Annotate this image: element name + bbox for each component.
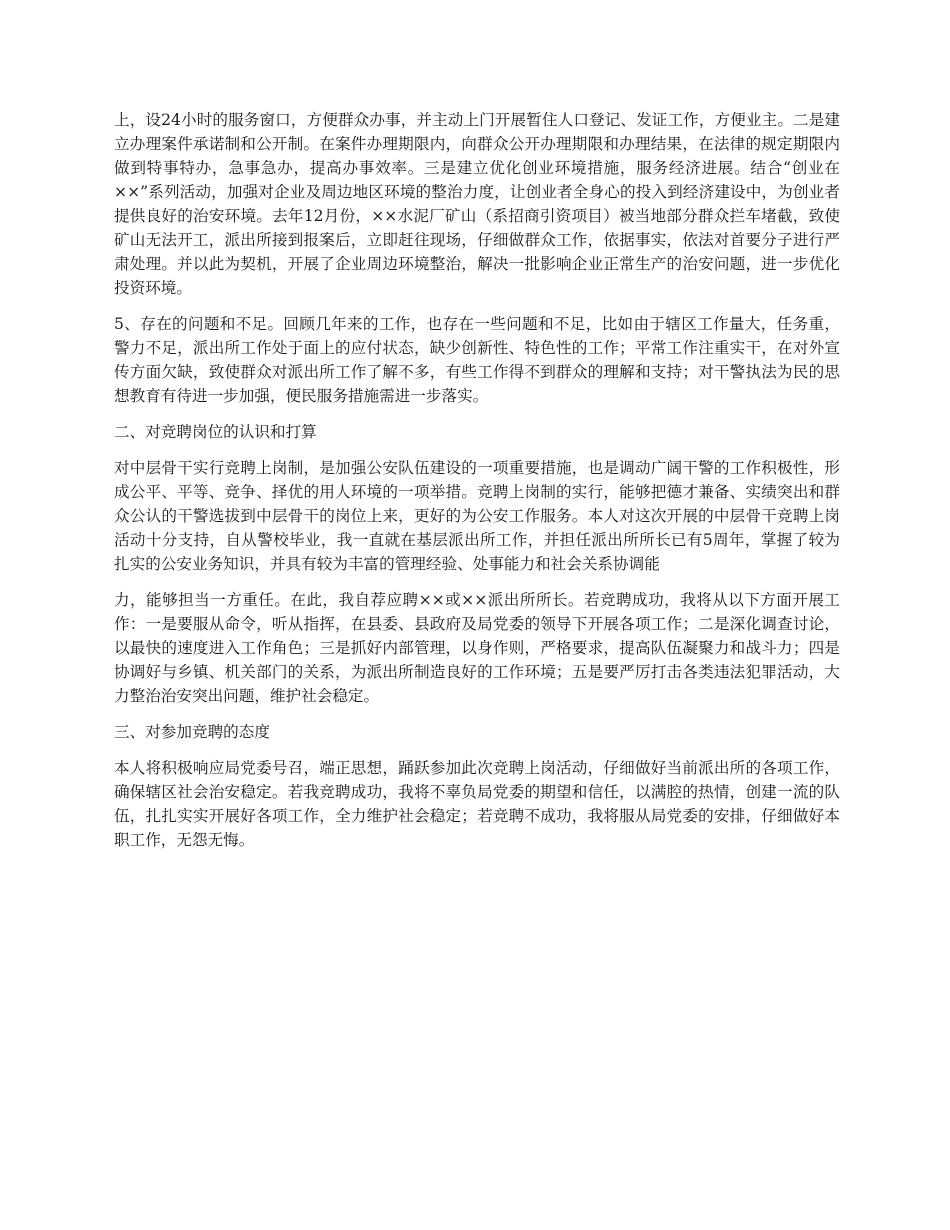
paragraph-problems: 5、存在的问题和不足。回顾几年来的工作，也存在一些问题和不足，比如由于辖区工作量大，任务重，警力不足，派出所工作处于面上的应付状态，缺少创新性、特色性的工作；平常工作注重实干，在对外宣传方面欠缺，致使群众对派出所工作了解不多，有些工作得不到群众的理解和支持；对干警执法为民的思想教育有待进一步加强，便民服务措施需进一步落实。 (114, 315, 840, 405)
paragraph-attitude: 本人将积极响应局党委号召，端正思想，踊跃参加此次竞聘上岗活动，仔细做好当前派出所的各项工作，确保辖区社会治安稳定。若我竞聘成功，我将不辜负局党委的期望和信任，以满腔的热情，创建一流的队伍，扎扎实实开展好各项工作，全力维护社会稳定；若竞聘不成功，我将服从局党委的安排，仔细做好本职工作，无怨无悔。 (114, 759, 840, 849)
section-heading-2: 二、对竞聘岗位的认识和打算 (114, 423, 317, 441)
paragraph-position-understanding: 对中层骨干实行竞聘上岗制，是加强公安队伍建设的一项重要措施，也是调动广阔干警的工作积极性，形成公平、平等、竞争、择优的用人环境的一项举措。竞聘上岗制的实行，能够把德才兼备、实绩突出和群众公认的干警选拔到中层骨干的岗位上来，更好的为公安工作服务。本人对这次开展的中层骨干竞聘上岗活动十分支持，自从警校毕业，我一直就在基层派出所工作，并担任派出所所长已有5周年，掌握了较为扎实的公安业务知识，并具有较为丰富的管理经验、处事能力和社会关系协调能 (114, 459, 840, 573)
document-body (114, 108, 840, 864)
paragraph-service-measures: 上，设24小时的服务窗口，方便群众办事，并主动上门开展暂住人口登记、发证工作，方便业主。二是建立办理案件承诺制和公开制。在案件办理期限内，向群众公开办理期限和办理结果，在法律的规定期限内做到特事特办，急事急办，提高办事效率。三是建立优化创业环境措施，服务经济进展。结合“创业在××”系列活动，加强对企业及周边地区环境的整治力度，让创业者全身心的投入到经济建设中，为创业者提供良好的治安环境。去年12月份，××水泥厂矿山（系招商引资项目）被当地部分群众拦车堵截，致使矿山无法开工，派出所接到报案后，立即赶往现场，仔细做群众工作，依据事实，依法对首要分子进行严肃处理。并以此为契机，开展了企业周边环境整治，解决一批影响企业正常生产的治安问题，进一步优化投资环境。 (114, 111, 840, 297)
section-heading-3: 三、对参加竞聘的态度 (114, 723, 270, 741)
paragraph-work-plan: 力，能够担当一方重任。在此，我自荐应聘××或××派出所所长。若竞聘成功，我将从以下方面开展工作：一是要服从命令，听从指挥，在县委、县政府及局党委的领导下开展各项工作；二是深化调查讨论，以最快的速度进入工作角色；三是抓好内部管理，以身作则，严格要求，提高队伍凝聚力和战斗力；四是协调好与乡镇、机关部门的关系，为派出所制造良好的工作环境；五是要严厉打击各类违法犯罪活动，大力整治治安突出问题，维护社会稳定。 (114, 591, 840, 705)
